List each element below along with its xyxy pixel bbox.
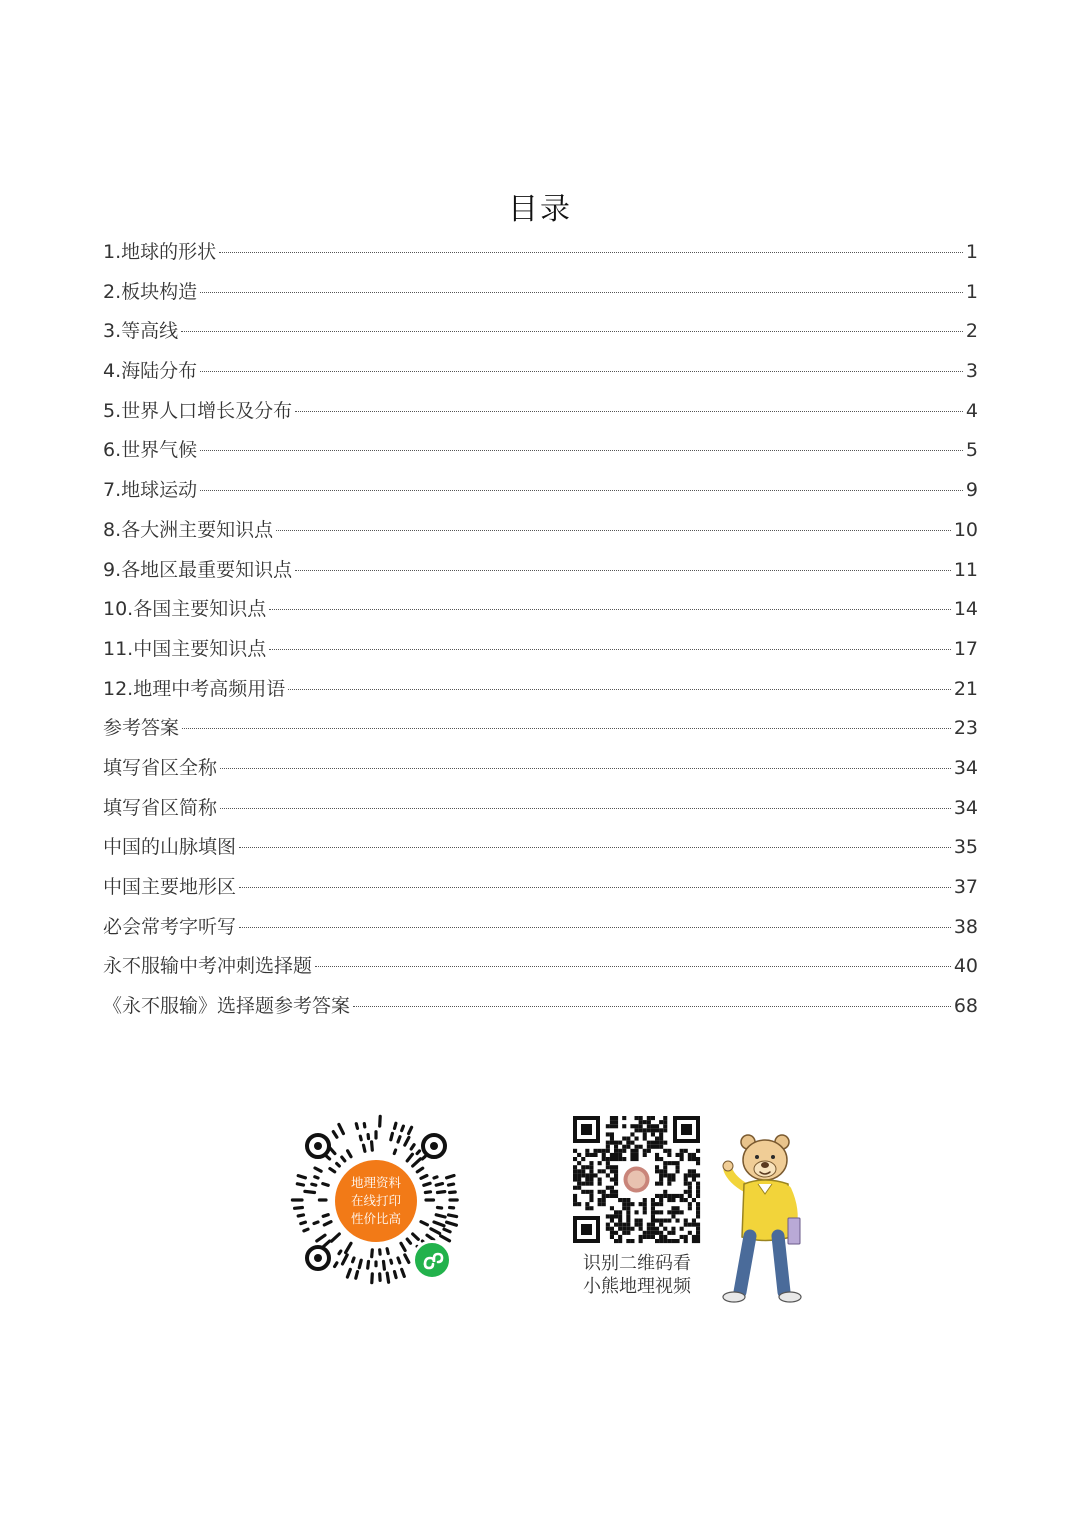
- toc-leader-dots: [269, 609, 951, 610]
- toc-entry[interactable]: [103, 749, 978, 789]
- mini-program-text-line: 地理资料: [350, 1175, 401, 1190]
- toc-entry[interactable]: [103, 789, 978, 829]
- mini-program-logo-text: [335, 1160, 417, 1242]
- toc-entry[interactable]: [103, 273, 978, 313]
- toc-entry-label: 10.各国主要知识点: [103, 598, 267, 621]
- toc-entry-page: 11: [953, 558, 978, 581]
- toc-entry-label: 中国的山脉填图: [103, 836, 237, 859]
- toc-entry-label: 9.各地区最重要知识点: [103, 558, 293, 581]
- toc-leader-dots: [200, 371, 963, 372]
- toc-entry[interactable]: [103, 630, 978, 670]
- toc-leader-dots: [288, 689, 951, 690]
- mini-program-text-line: 性价比高: [350, 1211, 401, 1226]
- toc-leader-dots: [220, 768, 951, 769]
- toc-entry-page: 17: [953, 637, 978, 660]
- toc-entry[interactable]: [103, 908, 978, 948]
- toc-entry-page: 4: [965, 399, 978, 422]
- toc-entry-page: 10: [953, 518, 978, 541]
- toc-entry-label: 7.地球运动: [103, 479, 198, 502]
- toc-entry-label: 2.板块构造: [103, 280, 198, 303]
- toc-entry-label: 《永不服输》选择题参考答案: [103, 995, 351, 1018]
- toc-leader-dots: [295, 411, 963, 412]
- qr-caption-line: 小熊地理视频: [583, 1276, 691, 1297]
- toc-entry[interactable]: [103, 233, 978, 273]
- wechat-mini-program-icon: [412, 1240, 452, 1280]
- toc-entry[interactable]: [103, 551, 978, 591]
- toc-entry[interactable]: [103, 392, 978, 432]
- toc-entry-page: 21: [953, 677, 978, 700]
- toc-entry-label: 12.地理中考高频用语: [103, 677, 286, 700]
- toc-entry[interactable]: [103, 947, 978, 987]
- toc-entry[interactable]: [103, 511, 978, 551]
- toc-entry-page: 35: [953, 836, 978, 859]
- toc-entry-page: 38: [953, 915, 978, 938]
- toc-leader-dots: [200, 450, 963, 451]
- toc-entry[interactable]: [103, 471, 978, 511]
- toc-leader-dots: [276, 530, 951, 531]
- toc-entry-label: 5.世界人口增长及分布: [103, 399, 293, 422]
- toc-entry-page: 5: [965, 439, 978, 462]
- toc-entry-label: 11.中国主要知识点: [103, 637, 267, 660]
- page-title: 目录: [508, 192, 572, 227]
- toc-entry-label: 8.各大洲主要知识点: [103, 518, 274, 541]
- qr-code[interactable]: [571, 1114, 702, 1245]
- toc-entry-label: 参考答案: [103, 717, 180, 740]
- toc-entry-label: 永不服输中考冲刺选择题: [103, 955, 313, 978]
- toc-leader-dots: [239, 847, 951, 848]
- bear-mascot-icon: [718, 1132, 808, 1307]
- toc-entry[interactable]: [103, 670, 978, 710]
- toc-entry-page: 68: [953, 995, 978, 1018]
- toc-entry-page: 14: [953, 598, 978, 621]
- toc-leader-dots: [315, 966, 951, 967]
- toc-entry-label: 1.地球的形状: [103, 241, 217, 263]
- toc-entry-page: 1: [965, 241, 978, 263]
- toc-entry-page: 9: [965, 479, 978, 502]
- toc-entry-label: 填写省区全称: [103, 756, 218, 779]
- toc-entry[interactable]: [103, 431, 978, 471]
- toc-entry[interactable]: [103, 987, 978, 1027]
- toc-entry-page: 2: [965, 320, 978, 343]
- toc-entry-page: 34: [953, 796, 978, 819]
- toc-entry-label: 中国主要地形区: [103, 876, 237, 898]
- toc-entry-label: 4.海陆分布: [103, 360, 198, 383]
- toc-entry-page: 23: [953, 717, 978, 740]
- toc-leader-dots: [181, 331, 963, 332]
- toc-leader-dots: [220, 808, 951, 809]
- toc-entry-label: 填写省区简称: [103, 796, 218, 819]
- toc-entry[interactable]: [103, 709, 978, 749]
- qr-caption-line: 识别二维码看: [583, 1253, 691, 1274]
- toc-entry-label: 必会常考字听写: [103, 915, 237, 938]
- toc-entry-page: 34: [953, 756, 978, 779]
- toc-entry-page: 37: [953, 876, 978, 898]
- toc-leader-dots: [269, 649, 951, 650]
- toc-leader-dots: [182, 728, 951, 729]
- mini-program-text-line: 在线打印: [350, 1193, 401, 1208]
- qr-center-logo: [621, 1164, 652, 1195]
- toc-entry-page: 1: [965, 280, 978, 303]
- toc-leader-dots: [239, 887, 951, 888]
- toc-entry[interactable]: [103, 352, 978, 392]
- toc-leader-dots: [219, 252, 963, 253]
- toc-leader-dots: [353, 1006, 951, 1007]
- toc-entry-label: 6.世界气候: [103, 439, 198, 462]
- toc-entry-page: 3: [965, 360, 978, 383]
- toc-leader-dots: [295, 570, 951, 571]
- toc-leader-dots: [200, 292, 963, 293]
- toc-entry[interactable]: [103, 312, 978, 352]
- table-of-contents: [103, 233, 978, 1027]
- toc-leader-dots: [200, 490, 963, 491]
- toc-entry-label: 3.等高线: [103, 320, 179, 343]
- toc-entry[interactable]: [103, 590, 978, 630]
- qr-caption: [566, 1252, 708, 1298]
- toc-leader-dots: [239, 927, 951, 928]
- toc-entry-page: 40: [953, 955, 978, 978]
- toc-entry[interactable]: [103, 828, 978, 868]
- toc-entry[interactable]: [103, 868, 978, 908]
